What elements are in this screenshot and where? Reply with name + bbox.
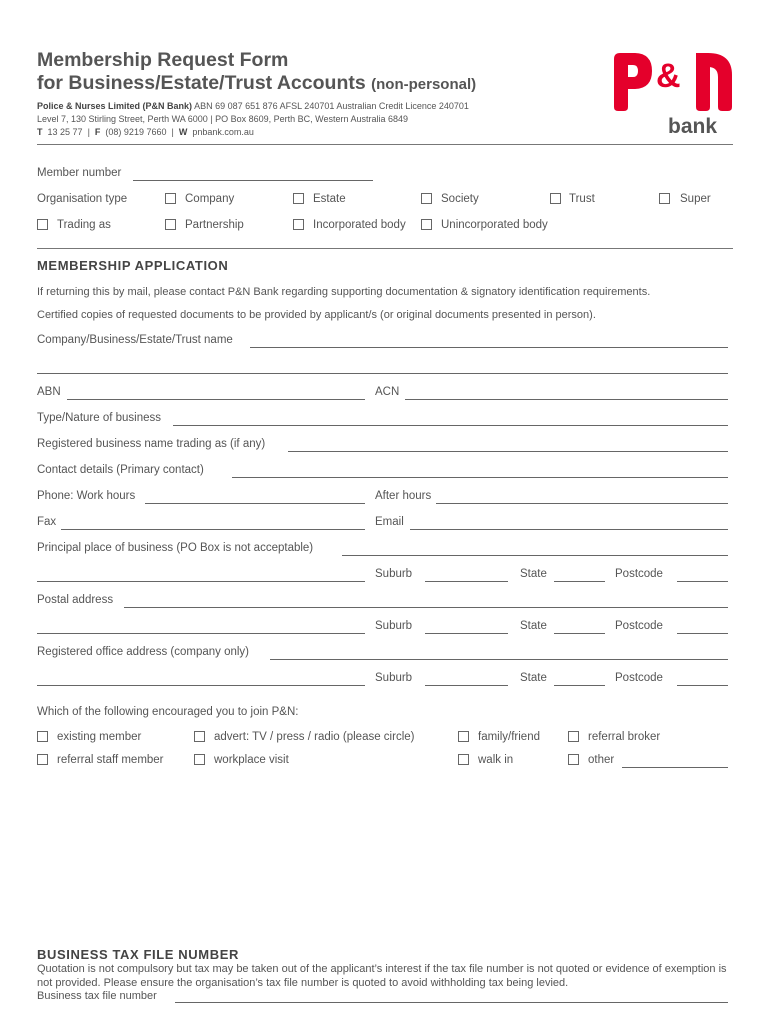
principal-place-field[interactable] [342, 555, 728, 556]
referral-staff-member-checkbox[interactable] [37, 754, 48, 765]
email-field[interactable] [410, 529, 728, 530]
fax-label: Fax [37, 516, 57, 528]
after-hours-field[interactable] [436, 503, 728, 504]
tax-explanation: Quotation is not compulsory but tax may be taken out of the applicant’s interest if the tax file number is not quoted or evidence of exemption is not provided. Please ensure the organisation’s tax file number is quoted to avoid withholding tax being levied. [37, 963, 727, 989]
fax-label: F [94, 127, 101, 137]
title-line-2: for Business/Estate/Trust Accounts [37, 72, 366, 94]
tfn-label: Business tax file number [37, 990, 157, 1002]
business-type-label: Type/Nature of business [37, 412, 162, 424]
company-label: Company [185, 193, 235, 205]
referral-staff-member-label: referral staff member [57, 754, 164, 766]
postal-postcode-label: Postcode [615, 620, 663, 632]
postal-postcode-field[interactable] [677, 633, 728, 634]
partnership-checkbox[interactable] [165, 219, 176, 230]
company-name-field-line-2[interactable] [37, 373, 728, 374]
section-divider [37, 248, 733, 249]
org-details: Police & Nurses Limited (P&N Bank) ABN 69 087 651 876 AFSL 240701 Australian Credit Licence 240701 Level 7, 130 Stirling Street, Perth WA 6000 | PO Box 8609, Perth BC, Western Australia 6849 T 13 25 77 | F (08) 9219 7660 | W pnbank.com.au [37, 101, 469, 137]
member-number-field[interactable] [133, 180, 373, 181]
abn-label: ABN [37, 386, 61, 398]
postal-state-label: State [520, 620, 547, 632]
workplace-visit-checkbox[interactable] [194, 754, 205, 765]
registered-office-field[interactable] [270, 659, 728, 660]
principal-suburb-field[interactable] [425, 581, 508, 582]
web-label: W [178, 127, 188, 137]
acn-label: ACN [375, 386, 400, 398]
company-name-field[interactable] [250, 347, 728, 348]
other-field[interactable] [622, 767, 728, 768]
tax-section [37, 963, 737, 1004]
mail-note: If returning this by mail, please contact P&N Bank regarding supporting documentation & signatory identification requirements. [37, 286, 651, 298]
principal-state-label: State [520, 568, 547, 580]
acn-field[interactable] [405, 399, 728, 400]
company-name-label: Company/Business/Estate/Trust name [37, 334, 233, 346]
other-label: other [588, 754, 615, 766]
advert-label: advert: TV / press / radio (please circle) [214, 731, 415, 743]
registered-name-label: Registered business name trading as (if any) [37, 438, 266, 450]
business-type-field[interactable] [173, 425, 728, 426]
partnership-label: Partnership [185, 219, 244, 231]
org-web: pnbank.com.au [192, 127, 254, 137]
estate-label: Estate [313, 193, 346, 205]
referral-broker-label: referral broker [588, 731, 661, 743]
org-address: Level 7, 130 Stirling Street, Perth WA 6000 | PO Box 8609, Perth BC, Western Australia 6849 [37, 114, 409, 124]
family-friend-checkbox[interactable] [458, 731, 469, 742]
trust-label: Trust [569, 193, 595, 205]
existing-member-label: existing member [57, 731, 142, 743]
society-checkbox[interactable] [421, 193, 432, 204]
registered-name-field[interactable] [288, 451, 728, 452]
org-name: Police & Nurses Limited (P&N Bank) [37, 101, 193, 111]
principal-postcode-field[interactable] [677, 581, 728, 582]
principal-suburb-label: Suburb [375, 568, 413, 580]
header-divider [37, 144, 733, 145]
title-suffix: (non-personal) [371, 76, 477, 93]
org-reg: ABN 69 087 651 876 AFSL 240701 Australian Credit Licence 240701 [194, 101, 469, 111]
workplace-visit-label: workplace visit [214, 754, 289, 766]
tfn-field[interactable] [175, 1002, 728, 1003]
fax-field[interactable] [61, 529, 365, 530]
registered-office-label: Registered office address (company only) [37, 646, 250, 658]
postal-state-field[interactable] [554, 633, 605, 634]
trust-checkbox[interactable] [550, 193, 561, 204]
logo-bank-text: bank [668, 115, 718, 137]
org-type-label: Organisation type [37, 193, 128, 205]
existing-member-checkbox[interactable] [37, 731, 48, 742]
certified-copies-note: Certified copies of requested documents to be provided by applicant/s (or original documents presented in person). [37, 309, 596, 321]
office-state-field[interactable] [554, 685, 605, 686]
walk-in-checkbox[interactable] [458, 754, 469, 765]
member-number-label: Member number [37, 167, 122, 179]
trading-as-label: Trading as [57, 219, 111, 231]
email-label: Email [375, 516, 404, 528]
after-hours-label: After hours [375, 490, 432, 502]
unincorporated-body-checkbox[interactable] [421, 219, 432, 230]
logo-ampersand: & [656, 57, 681, 95]
incorporated-body-label: Incorporated body [313, 219, 406, 231]
estate-checkbox[interactable] [293, 193, 304, 204]
trading-as-checkbox[interactable] [37, 219, 48, 230]
family-friend-label: family/friend [478, 731, 540, 743]
referral-broker-checkbox[interactable] [568, 731, 579, 742]
walk-in-label: walk in [478, 754, 514, 766]
postal-suburb-field[interactable] [425, 633, 508, 634]
advert-checkbox[interactable] [194, 731, 205, 742]
principal-place-label: Principal place of business (PO Box is not acceptable) [37, 542, 314, 554]
company-checkbox[interactable] [165, 193, 176, 204]
principal-state-field[interactable] [554, 581, 605, 582]
title-line-1: Membership Request Form [37, 49, 289, 71]
abn-field[interactable] [67, 399, 365, 400]
incorporated-body-checkbox[interactable] [293, 219, 304, 230]
org-fax: (08) 9219 7660 [105, 127, 167, 137]
registered-office-line-2[interactable] [37, 685, 365, 686]
office-postcode-field[interactable] [677, 685, 728, 686]
logo-graphic [612, 51, 734, 137]
phone-label: T [37, 127, 43, 137]
office-suburb-field[interactable] [425, 685, 508, 686]
contact-details-field[interactable] [232, 477, 728, 478]
super-checkbox[interactable] [659, 193, 670, 204]
contact-details-label: Contact details (Primary contact) [37, 464, 204, 476]
society-label: Society [441, 193, 479, 205]
principal-postcode-label: Postcode [615, 568, 663, 580]
org-phone: 13 25 77 [47, 127, 83, 137]
unincorporated-body-label: Unincorporated body [441, 219, 548, 231]
other-checkbox[interactable] [568, 754, 579, 765]
tax-file-number-heading: BUSINESS TAX FILE NUMBER [37, 947, 239, 962]
principal-address-line-2[interactable] [37, 581, 365, 582]
phone-work-field[interactable] [145, 503, 365, 504]
postal-address-field[interactable] [124, 607, 728, 608]
pn-bank-logo [612, 51, 734, 137]
office-postcode-label: Postcode [615, 672, 663, 684]
form-title [37, 49, 476, 96]
referral-question: Which of the following encouraged you to join P&N: [37, 706, 299, 718]
office-state-label: State [520, 672, 547, 684]
phone-work-label: Phone: Work hours [37, 490, 136, 502]
office-suburb-label: Suburb [375, 672, 413, 684]
postal-address-line-2[interactable] [37, 633, 365, 634]
postal-address-label: Postal address [37, 594, 114, 606]
postal-suburb-label: Suburb [375, 620, 413, 632]
membership-application-heading: MEMBERSHIP APPLICATION [37, 258, 229, 273]
super-label: Super [680, 193, 711, 205]
